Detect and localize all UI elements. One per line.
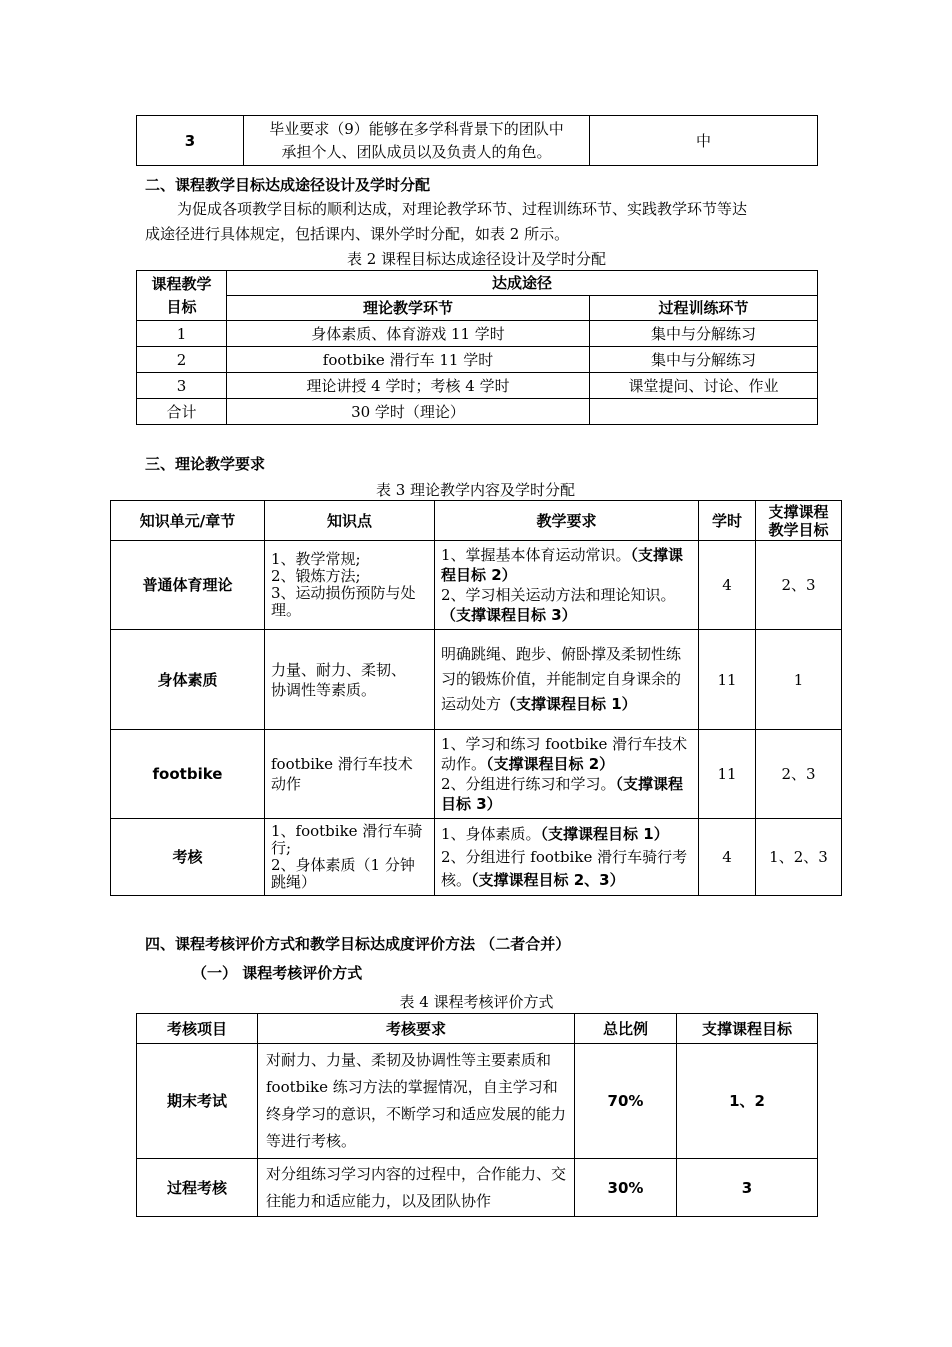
t2-header-process: 过程训练环节	[590, 296, 818, 321]
t3-goals: 2、3	[756, 730, 842, 819]
table-row	[137, 1044, 818, 1159]
t3-unit: 身体素质	[111, 630, 265, 730]
t3-header-req: 教学要求	[435, 501, 699, 541]
section2-paragraph: 为促成各项教学目标的顺利达成，对理论教学环节、过程训练环节、实践教学环节等达 成途径进行具体规定，包括课内、课外学时分配，如表 2 所示。	[145, 200, 748, 243]
t3-point: 1、教学常规; 2、锻炼方法; 3、运动损伤预防与处 理。	[265, 541, 435, 630]
t4-header-goal: 支撑课程目标	[677, 1014, 818, 1044]
t2-process: 集中与分解练习	[590, 321, 818, 347]
t3-point: 1、footbike 滑行车骑 行; 2、身体素质（1 分钟 跳绳）	[265, 819, 435, 896]
t4-header-ratio: 总比例	[575, 1014, 677, 1044]
table3-caption: 表 3 理论教学内容及学时分配	[375, 481, 576, 499]
goal-path-table	[136, 270, 818, 425]
t2-goal: 3	[137, 373, 227, 399]
t2-goal: 2	[137, 347, 227, 373]
t3-point: footbike 滑行车技术 动作	[265, 730, 435, 819]
t2-header-path: 达成途径	[227, 271, 818, 296]
t3-unit: 普通体育理论	[111, 541, 265, 630]
t3-goals: 2、3	[756, 541, 842, 630]
table-row	[137, 321, 818, 347]
req-row-number: 3	[137, 116, 244, 166]
table-row	[137, 399, 818, 425]
req-row-text: 毕业要求（9）能够在多学科背景下的团队中 承担个人、团队成员以及负责人的角色。	[244, 116, 590, 166]
theory-content-table	[110, 500, 842, 896]
t2-theory: footbike 滑行车 11 学时	[227, 347, 590, 373]
t3-goals: 1、2、3	[756, 819, 842, 896]
table-row	[111, 730, 842, 819]
t3-goals: 1	[756, 630, 842, 730]
section3-heading: 三、理论教学要求	[145, 455, 266, 473]
t2-process	[590, 399, 818, 425]
t3-point: 力量、耐力、柔韧、 协调性等素质。	[265, 630, 435, 730]
t4-ratio: 30%	[575, 1159, 677, 1217]
graduation-requirement-table	[136, 115, 818, 166]
t4-req: 对分组练习学习内容的过程中，合作能力、交往能力和适应能力，以及团队协作	[258, 1159, 575, 1217]
table-row	[111, 630, 842, 730]
t3-unit: footbike	[111, 730, 265, 819]
t3-header-unit: 知识单元/章节	[111, 501, 265, 541]
t4-goal: 1、2	[677, 1044, 818, 1159]
table-row	[137, 373, 818, 399]
t2-theory: 理论讲授 4 学时；考核 4 学时	[227, 373, 590, 399]
section4-heading: 四、课程考核评价方式和教学目标达成度评价方法 （二者合并）	[145, 935, 571, 953]
t3-hours: 4	[699, 819, 756, 896]
t3-hours: 11	[699, 730, 756, 819]
t3-header-hours: 学时	[699, 501, 756, 541]
t3-req: 1、身体素质。（支撑课程目标 1） 2、分组进行 footbike 滑行车骑行考核。（支撑课程目标 2、3）	[435, 819, 699, 896]
table-row	[137, 1159, 818, 1217]
t4-goal: 3	[677, 1159, 818, 1217]
t2-header-theory: 理论教学环节	[227, 296, 590, 321]
t4-req: 对耐力、力量、柔韧及协调性等主要素质和 footbike 练习方法的掌握情况，自主学习和终身学习的意识，不断学习和适应发展的能力等进行考核。	[258, 1044, 575, 1159]
assessment-table	[136, 1013, 818, 1217]
t3-hours: 4	[699, 541, 756, 630]
t3-req: 1、掌握基本体育运动常识。（支撑课程目标 2） 2、学习相关运动方法和理论知识。（支撑课程目标 3）	[435, 541, 699, 630]
table-row	[111, 819, 842, 896]
t4-item: 期末考试	[137, 1044, 258, 1159]
t2-process: 集中与分解练习	[590, 347, 818, 373]
t3-req: 1、学习和练习 footbike 滑行车技术动作。（支撑课程目标 2） 2、分组进行练习和学习。（支撑课程目标 3）	[435, 730, 699, 819]
req-row-level: 中	[590, 116, 818, 166]
section2-heading: 二、课程教学目标达成途径设计及学时分配	[145, 176, 431, 194]
t3-unit: 考核	[111, 819, 265, 896]
t2-theory: 身体素质、体育游戏 11 学时	[227, 321, 590, 347]
t4-item: 过程考核	[137, 1159, 258, 1217]
t2-process: 课堂提问、讨论、作业	[590, 373, 818, 399]
table-row	[137, 347, 818, 373]
t3-hours: 11	[699, 630, 756, 730]
t2-goal: 合计	[137, 399, 227, 425]
t4-header-item: 考核项目	[137, 1014, 258, 1044]
t3-header-goal: 支撑课程 教学目标	[756, 501, 842, 541]
table2-caption: 表 2 课程目标达成途径设计及学时分配	[346, 250, 607, 268]
t2-theory: 30 学时（理论）	[227, 399, 590, 425]
section4-subheading: （一） 课程考核评价方式	[192, 964, 363, 982]
t3-header-point: 知识点	[265, 501, 435, 541]
t4-header-req: 考核要求	[258, 1014, 575, 1044]
t2-header-goal: 课程教学 目标	[137, 271, 227, 321]
t2-goal: 1	[137, 321, 227, 347]
table-row	[111, 541, 842, 630]
t3-req: 明确跳绳、跑步、俯卧撑及柔韧性练习的锻炼价值，并能制定自身课余的运动处方（支撑课程目标 1）	[435, 630, 699, 730]
t4-ratio: 70%	[575, 1044, 677, 1159]
table4-caption: 表 4 课程考核评价方式	[399, 993, 554, 1011]
